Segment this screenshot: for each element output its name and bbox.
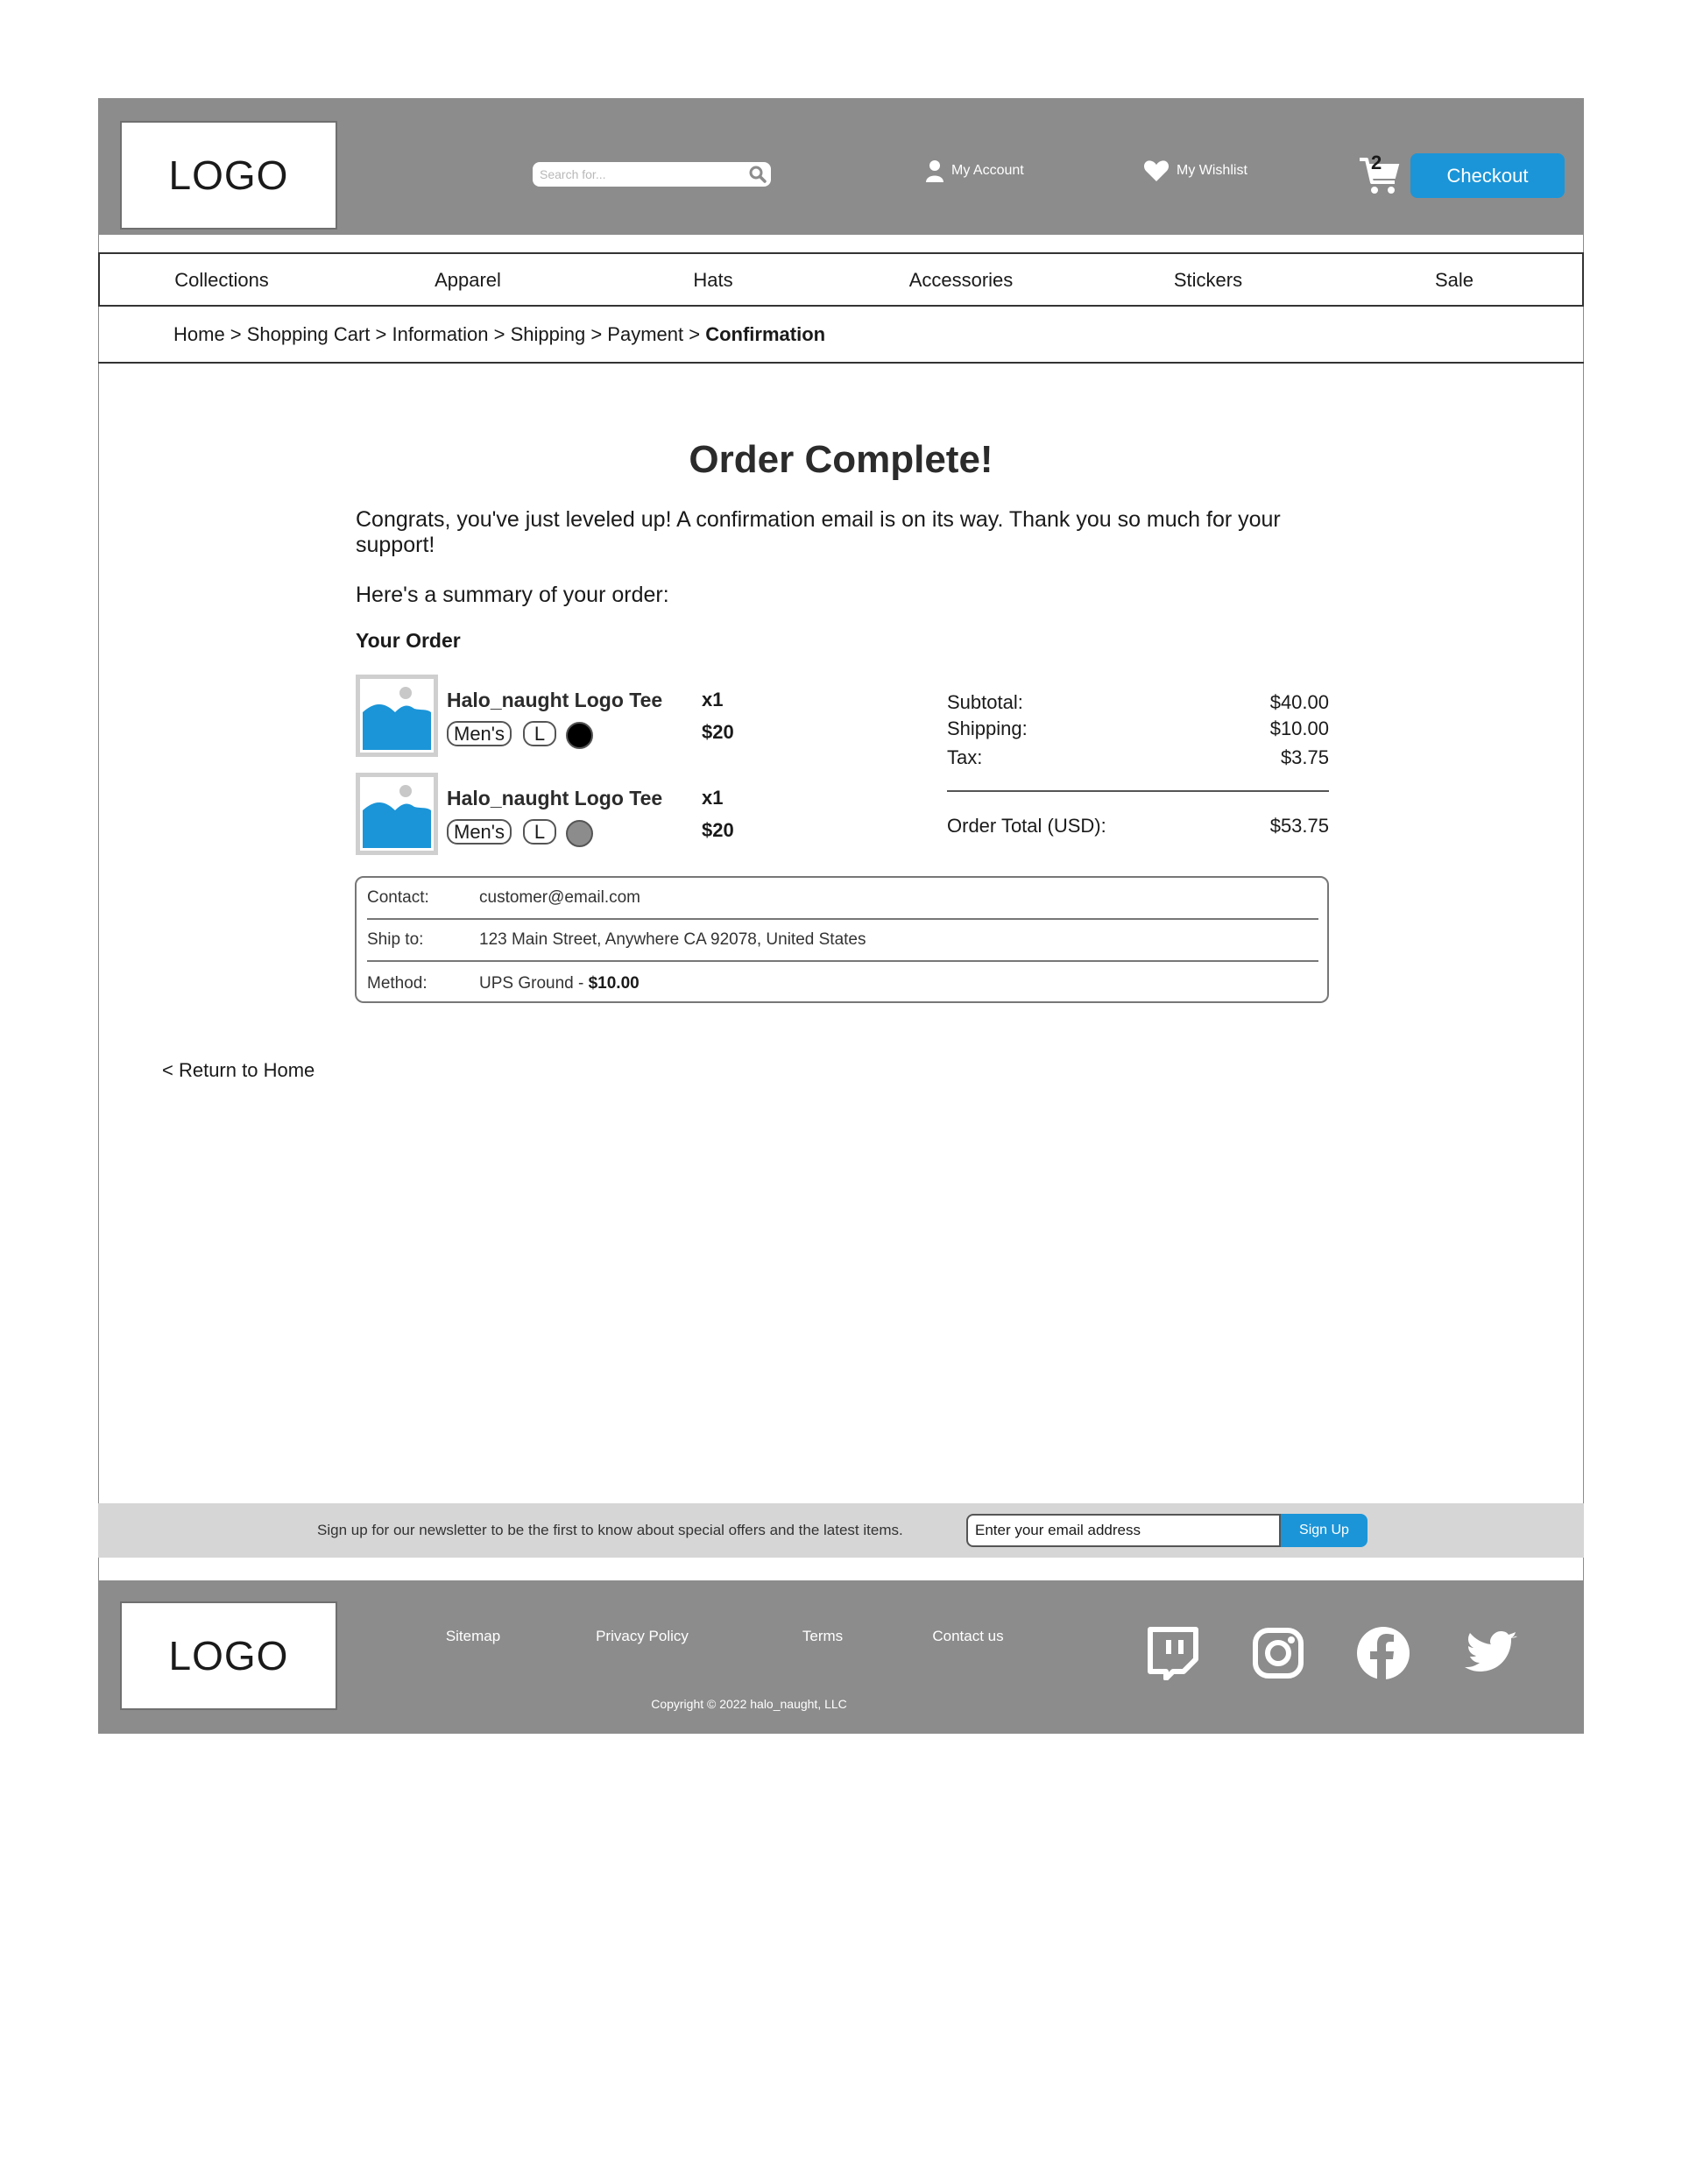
item-quantity: x1 [702,787,724,809]
search-bar [533,162,771,187]
site-header [98,98,1584,235]
footer-link-terms[interactable]: Terms [802,1628,844,1644]
item-color-swatch [566,722,593,749]
product-image-placeholder-icon [356,675,438,757]
cart-count-badge: 2 [1371,152,1382,173]
tax-value: $3.75 [1280,746,1329,768]
footer-logo[interactable]: LOGO [120,1601,337,1710]
tax-label: Tax: [947,746,983,768]
order-total-row [947,815,1329,838]
contact-row [367,878,1318,920]
my-account-label: My Account [951,163,1024,178]
breadcrumb-divider [98,362,1584,364]
shipping-row [947,717,1329,740]
confirmation-message: Congrats, you've just leveled up! A confirmation email is on its way. Thank you so much for your support! [356,507,1281,557]
footer-link-privacy-policy[interactable]: Privacy Policy [596,1628,689,1644]
twitter-icon[interactable] [1465,1626,1519,1680]
heart-icon [1143,159,1170,182]
subtotal-label: Subtotal: [947,691,1023,713]
breadcrumb-current: Confirmation [705,323,826,345]
site-footer [98,1580,1584,1734]
my-wishlist-link[interactable] [1143,159,1247,182]
page-title: Order Complete! [689,438,993,481]
summary-divider [947,790,1329,792]
my-account-link[interactable] [925,159,1024,182]
facebook-icon[interactable] [1356,1626,1410,1680]
item-price: $20 [702,721,734,743]
order-line-item [356,773,750,855]
item-name: Halo_naught Logo Tee [447,787,663,809]
nav-item-sale[interactable]: Sale [1434,269,1474,291]
ship-to-label: Ship to: [367,930,424,949]
your-order-heading: Your Order [356,629,461,652]
newsletter-text: Sign up for our newsletter to be the first to know about special offers and the latest items. [317,1522,903,1538]
contact-label: Contact: [367,888,429,907]
ship-to-row [367,920,1318,962]
nav-item-accessories[interactable]: Accessories [908,269,1014,291]
tax-row [947,746,1329,769]
order-line-item [356,675,750,757]
method-value [479,974,640,993]
order-total-label: Order Total (USD): [947,815,1106,837]
main-nav [98,252,1584,307]
item-quantity: x1 [702,689,724,710]
shipping-value: $10.00 [1269,717,1329,739]
order-total-value: $53.75 [1269,815,1329,837]
newsletter-bar [98,1503,1584,1558]
nav-item-collections[interactable]: Collections [174,269,269,291]
user-icon [925,159,944,182]
search-icon[interactable] [748,165,767,184]
nav-item-apparel[interactable]: Apparel [435,269,501,291]
item-color-swatch [566,820,593,847]
breadcrumb [173,323,825,346]
my-wishlist-label: My Wishlist [1177,163,1247,178]
product-image-placeholder-icon [356,773,438,855]
ship-to-value: 123 Main Street, Anywhere CA 92078, United States [479,930,866,949]
footer-link-sitemap[interactable]: Sitemap [445,1628,501,1644]
item-price: $20 [702,819,734,841]
item-size-tag: L [523,819,556,845]
method-name: UPS Ground - [479,974,589,993]
footer-link-contact-us[interactable]: Contact us [932,1628,1004,1644]
item-size-tag: L [523,721,556,746]
sign-up-button[interactable]: Sign Up [1281,1514,1368,1547]
item-name: Halo_naught Logo Tee [447,689,663,711]
subtotal-value: $40.00 [1269,691,1329,713]
subtotal-row [947,691,1329,714]
order-info-box [355,876,1329,1003]
method-label: Method: [367,974,428,993]
nav-item-hats[interactable]: Hats [693,269,733,291]
item-gender-tag: Men's [447,721,512,746]
checkout-button[interactable]: Checkout [1410,153,1565,198]
item-gender-tag: Men's [447,819,512,845]
summary-intro: Here's a summary of your order: [356,583,669,607]
nav-item-stickers[interactable]: Stickers [1173,269,1243,291]
copyright-text: Copyright © 2022 halo_naught, LLC [651,1697,847,1711]
method-price: $10.00 [588,974,640,993]
method-row [367,963,1318,1005]
newsletter-email-input[interactable] [966,1514,1281,1547]
twitch-icon[interactable] [1145,1626,1199,1680]
breadcrumb-trail[interactable]: Home > Shopping Cart > Information > Shipping > Payment > [173,323,706,345]
shipping-label: Shipping: [947,717,1028,739]
return-to-home-link[interactable]: < Return to Home [162,1059,315,1081]
header-logo[interactable]: LOGO [120,121,337,230]
contact-value: customer@email.com [479,888,640,907]
instagram-icon[interactable] [1251,1626,1305,1680]
search-input[interactable] [540,164,741,185]
cart-button[interactable] [1358,154,1402,196]
